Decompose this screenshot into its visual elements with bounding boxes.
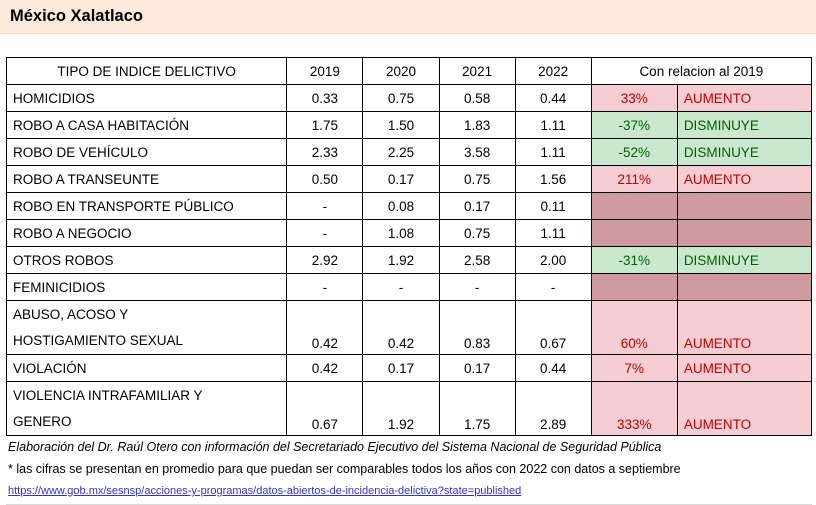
cell-value-2022: 2.00	[515, 247, 591, 274]
column-header-2021: 2021	[439, 58, 515, 85]
table-row	[7, 220, 812, 247]
cell-value-2020: -	[363, 274, 439, 301]
cell-value-2020: 0.08	[363, 193, 439, 220]
column-header-comparison: Con relacion al 2019	[591, 58, 811, 85]
table-header-row	[7, 58, 812, 85]
cell-percent-change: 7%	[591, 355, 677, 382]
footnote-methodology: * las cifras se presentan en promedio para que puedan ser comparables todos los años con 2022 con datos a septiembre	[8, 462, 681, 476]
table-row	[7, 193, 812, 220]
sheet-title-bar	[0, 0, 816, 34]
column-header-category: TIPO DE INDICE DELICTIVO	[7, 58, 287, 85]
cell-trend-label: DISMINUYE	[677, 247, 811, 274]
cell-category: ROBO A CASA HABITACIÓN	[7, 112, 287, 139]
cell-value-2019: 0.42	[287, 355, 363, 382]
spacer-row	[0, 34, 816, 57]
cell-value-2021: 2.58	[439, 247, 515, 274]
cell-value-2019: -	[287, 274, 363, 301]
cell-value-2021: 0.17	[439, 355, 515, 382]
table-row	[7, 139, 812, 166]
column-header-2020: 2020	[363, 58, 439, 85]
cell-value-2019: -	[287, 193, 363, 220]
table-row	[7, 112, 812, 139]
cell-category: ABUSO, ACOSO Y HOSTIGAMIENTO SEXUAL	[7, 301, 287, 355]
cell-trend-label	[677, 220, 811, 247]
cell-percent-change: -52%	[591, 139, 677, 166]
cell-category: ROBO EN TRANSPORTE PÚBLICO	[7, 193, 287, 220]
column-header-2019: 2019	[287, 58, 363, 85]
cell-value-2019: -	[287, 220, 363, 247]
table-row	[7, 85, 812, 112]
cell-percent-change	[591, 193, 677, 220]
cell-trend-label	[677, 193, 811, 220]
cell-value-2022: 0.44	[515, 355, 591, 382]
cell-value-2021: 3.58	[439, 139, 515, 166]
cell-percent-change: 60%	[591, 301, 677, 355]
cell-value-2021: 0.83	[439, 301, 515, 355]
cell-percent-change	[591, 274, 677, 301]
cell-category: ROBO A NEGOCIO	[7, 220, 287, 247]
cell-value-2020: 0.75	[363, 85, 439, 112]
cell-trend-label: AUMENTO	[677, 301, 811, 355]
cell-trend-label: AUMENTO	[677, 382, 811, 436]
page-title: México Xalatlaco	[10, 7, 143, 25]
cell-value-2022: 0.11	[515, 193, 591, 220]
cell-category: VIOLACIÓN	[7, 355, 287, 382]
cell-value-2019: 0.50	[287, 166, 363, 193]
cell-value-2020: 1.50	[363, 112, 439, 139]
cell-percent-change: 333%	[591, 382, 677, 436]
cell-value-2019: 0.42	[287, 301, 363, 355]
cell-category: FEMINICIDIOS	[7, 274, 287, 301]
table-row	[7, 247, 812, 274]
table-row	[7, 355, 812, 382]
cell-value-2022: 0.67	[515, 301, 591, 355]
cell-trend-label: DISMINUYE	[677, 112, 811, 139]
footnote-source: Elaboración del Dr. Raúl Otero con información del Secretariado Ejecutivo del Sistema Nacional de Seguridad Pública	[8, 440, 662, 454]
cell-value-2022: 1.11	[515, 112, 591, 139]
cell-category: ROBO DE VEHÍCULO	[7, 139, 287, 166]
footer-notes	[6, 436, 812, 505]
cell-value-2021: 1.83	[439, 112, 515, 139]
cell-value-2020: 1.92	[363, 382, 439, 436]
column-header-2022: 2022	[515, 58, 591, 85]
cell-value-2020: 1.92	[363, 247, 439, 274]
cell-category: VIOLENCIA INTRAFAMILIAR Y GENERO	[7, 382, 287, 436]
cell-value-2022: 1.56	[515, 166, 591, 193]
cell-trend-label	[677, 274, 811, 301]
cell-value-2020: 0.42	[363, 301, 439, 355]
cell-trend-label: AUMENTO	[677, 355, 811, 382]
table-body	[7, 85, 812, 436]
cell-value-2021: 0.17	[439, 193, 515, 220]
table-row	[7, 301, 812, 355]
cell-value-2019: 2.92	[287, 247, 363, 274]
crime-index-table	[6, 57, 812, 436]
cell-value-2022: 1.11	[515, 220, 591, 247]
cell-percent-change: 33%	[591, 85, 677, 112]
cell-trend-label: AUMENTO	[677, 166, 811, 193]
cell-percent-change	[591, 220, 677, 247]
source-url[interactable]: https://www.gob.mx/sesnsp/acciones-y-programas/datos-abiertos-de-incidencia-delictiva?state=published	[8, 485, 522, 497]
cell-value-2019: 0.67	[287, 382, 363, 436]
cell-trend-label: AUMENTO	[677, 85, 811, 112]
cell-value-2021: 0.75	[439, 220, 515, 247]
cell-trend-label: DISMINUYE	[677, 139, 811, 166]
cell-value-2022: 1.11	[515, 139, 591, 166]
cell-value-2022: 2.89	[515, 382, 591, 436]
cell-value-2020: 0.17	[363, 166, 439, 193]
cell-percent-change: -37%	[591, 112, 677, 139]
cell-value-2020: 1.08	[363, 220, 439, 247]
cell-value-2019: 1.75	[287, 112, 363, 139]
cell-value-2022: 0.44	[515, 85, 591, 112]
cell-category: ROBO A TRANSEUNTE	[7, 166, 287, 193]
cell-percent-change: -31%	[591, 247, 677, 274]
cell-value-2021: 0.58	[439, 85, 515, 112]
cell-value-2021: 0.75	[439, 166, 515, 193]
cell-value-2022: -	[515, 274, 591, 301]
table-row	[7, 382, 812, 436]
cell-value-2021: -	[439, 274, 515, 301]
cell-value-2020: 0.17	[363, 355, 439, 382]
table-row	[7, 166, 812, 193]
table-row	[7, 274, 812, 301]
cell-value-2021: 1.75	[439, 382, 515, 436]
cell-percent-change: 211%	[591, 166, 677, 193]
cell-value-2019: 0.33	[287, 85, 363, 112]
cell-category: HOMICIDIOS	[7, 85, 287, 112]
cell-value-2019: 2.33	[287, 139, 363, 166]
cell-category: OTROS ROBOS	[7, 247, 287, 274]
cell-value-2020: 2.25	[363, 139, 439, 166]
